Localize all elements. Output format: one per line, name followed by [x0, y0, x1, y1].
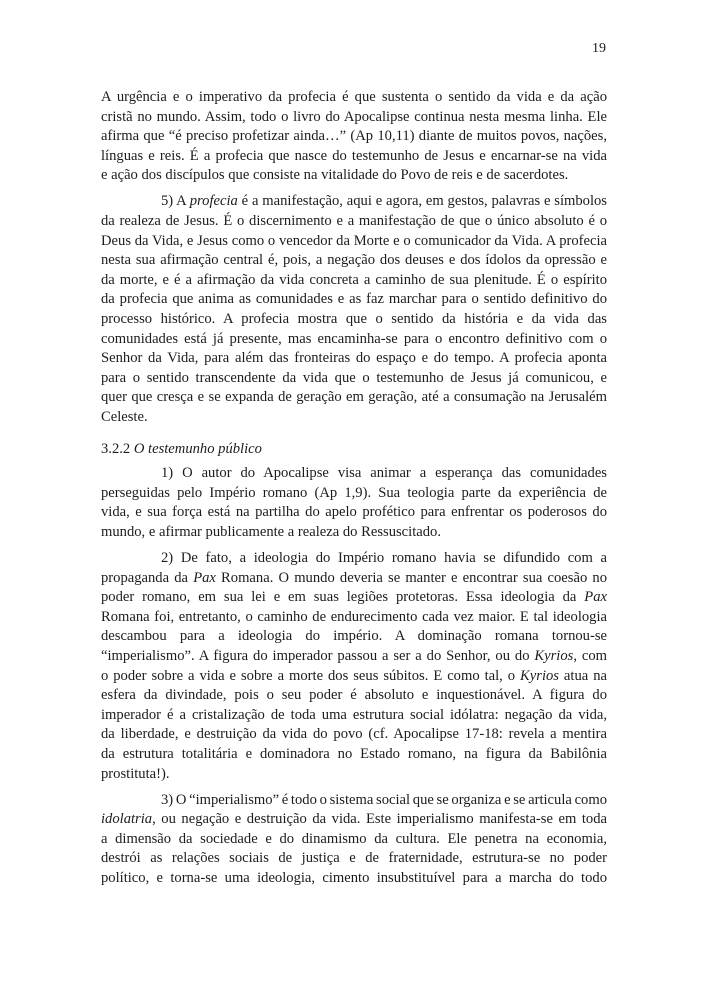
text-line — [101, 440, 607, 460]
italic-term: Kyrios — [520, 667, 559, 684]
text-line: a dimensão da sociedade e do dinamismo da cultura. Ele penetra na economia, — [101, 830, 607, 847]
text-line: imperador é a cristalização de toda uma estrutura social idólatra: negação da vida, — [101, 706, 607, 723]
text-line: da profecia que anima as comunidades e as faz marchar para o sentido definitivo do — [101, 291, 607, 308]
text-line: vida, e sua força está na partilha do apelo profético para enfrentar os poderosos do — [101, 504, 607, 521]
text-line: comunidades está já presente, mas encaminha-se para o encontro definitivo com o — [101, 330, 607, 347]
text-line: e ação dos discípulos que consiste na vitalidade do Povo de reis e de sacerdotes. — [101, 167, 569, 184]
text-line: destrói as relações sociais de justiça e de fraternidade, estrutura-se no poder — [101, 850, 607, 867]
text-line: A urgência e o imperativo da profecia é que sustenta o sentido da vida e da ação — [101, 89, 607, 105]
paragraph-3-imperialismo — [101, 791, 607, 889]
text-run: atua na — [558, 667, 607, 684]
italic-term: profecia — [189, 193, 238, 210]
text-line: 2) De fato, a ideologia do Império romano havia se difundido com a — [161, 550, 607, 567]
text-line: da liberdade, e destruição da vida do povo (cf. Apocalipse 17-18: revela a mentira — [101, 726, 607, 743]
text-line: Celeste. — [101, 409, 148, 425]
paragraph-2-ideologia — [101, 549, 607, 784]
text-run: Romana. O mundo deveria se manter e encontrar sua coesão no — [215, 569, 607, 586]
text-line: línguas e reis. É a profecia que nasce do testemunho de Jesus e encarnar-se na vida — [101, 147, 607, 164]
page-body — [101, 88, 607, 895]
text-run: , com — [573, 648, 607, 665]
text-line — [101, 647, 607, 667]
italic-term: Pax — [193, 569, 216, 586]
text-line: descambou para a ideologia do império. A dominação romana tornou-se — [101, 628, 607, 645]
text-line — [101, 192, 607, 212]
text-run: “imperialismo”. A figura do imperador passou a ser a do Senhor, ou do — [101, 648, 535, 665]
italic-term: idolatria — [101, 811, 153, 828]
text-line: esfera da divindade, pois o seu poder é absoluto e inquestionável. A figura do — [101, 687, 607, 704]
italic-term: Pax — [584, 589, 607, 606]
paragraph-1-autor — [101, 464, 607, 542]
text-line: cristã no mundo. Assim, todo o livro do Apocalipse continua nesta mesma linha. Ele — [101, 108, 607, 125]
paragraph-5-profecia — [101, 192, 607, 427]
text-line: 1) O autor do Apocalipse visa animar a esperança das comunidades — [161, 465, 607, 482]
text-line — [101, 588, 607, 608]
section-number: 3.2.2 — [101, 440, 131, 457]
text-line — [101, 569, 607, 589]
text-run: é a manifestação, aqui e agora, em gestos, palavras e símbolos — [237, 193, 607, 210]
text-line: nesta sua afirmação central é, pois, a negação dos deuses e dos ídolos da opressão e — [101, 252, 607, 269]
text-line: da estrutura totalitária e dominadora no Estado romano, na figura da Babilônia — [101, 746, 607, 762]
text-line: afirma que “é preciso profetizar ainda…” (Ap 10,11) diante de muitos povos, nações, — [101, 128, 607, 145]
text-line: político, e torna-se uma ideologia, cimento insubstituível para a marcha do todo — [101, 870, 607, 887]
text-line — [101, 810, 607, 830]
page-number: 19 — [592, 41, 606, 56]
italic-term: Kyrios — [534, 648, 574, 665]
text-run: propaganda da — [101, 569, 194, 586]
text-line: Deus da Vida, e Jesus como o vencedor da Morte e o comunicador da Vida. A profecia — [101, 232, 607, 249]
section-title: O testemunho público — [133, 440, 262, 457]
text-line: Senhor da Vida, para além das fronteiras do espaço e do tempo. A profecia aponta — [101, 350, 607, 367]
text-run: poder romano, em sua lei e em suas legiões protetoras. Essa ideologia da — [101, 589, 585, 606]
text-line — [101, 667, 607, 687]
text-line: mundo, e afirmar publicamente a realeza do Ressuscitado. — [101, 523, 441, 540]
text-line: processo histórico. A profecia mostra que o sentido da história e da vida das — [101, 311, 607, 328]
text-line: prostituta!). — [101, 765, 170, 782]
section-heading — [101, 440, 607, 460]
text-line: da realeza de Jesus. É o discernimento e a manifestação de que o único absoluto é o — [101, 213, 607, 230]
text-line: Romana foi, entretanto, o caminho de endurecimento cada vez maior. E tal ideologia — [101, 608, 607, 625]
text-line: perseguidas pelo Império romano (Ap 1,9). Sua teologia parte da experiência de — [101, 484, 607, 501]
text-run: o poder sobre a vida e sobre a morte dos seus súbitos. E como tal, o — [101, 667, 521, 684]
text-run: , ou negação e destruição da vida. Este imperialismo manifesta-se em toda — [152, 811, 607, 828]
text-line: para o sentido transcendente da vida que o testemunho de Jesus já comunicou, e — [101, 369, 607, 386]
text-line: quer que cresça e se expanda de geração em geração, até a consumação na Jerusalém — [101, 389, 607, 406]
text-line: da morte, e é a afirmação da vida concreta a caminho de sua plenitude. É o espírito — [101, 271, 607, 288]
text-run: 5) A — [161, 193, 190, 210]
text-line: 3) O “imperialismo” é todo o sistema social que se organiza e se articula como — [161, 791, 607, 808]
paragraph-intro — [101, 88, 607, 186]
